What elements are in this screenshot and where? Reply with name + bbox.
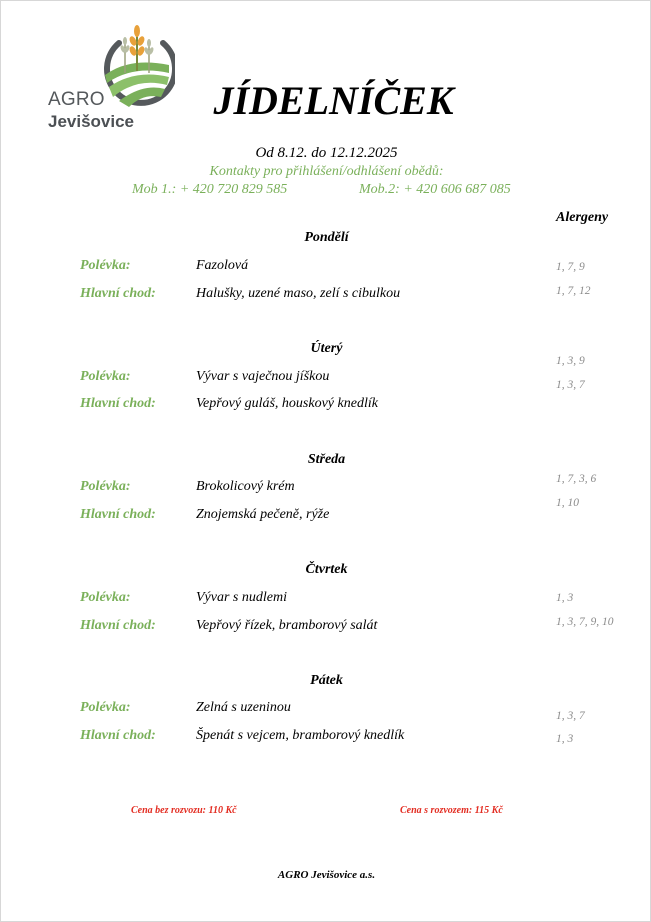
main-allergens: 1, 7, 12 <box>556 285 591 297</box>
soup-label: Polévka: <box>80 258 131 273</box>
soup-allergens: 1, 3 <box>556 592 574 604</box>
soup-allergens: 1, 3, 9 <box>556 355 585 367</box>
price-with-delivery: Cena s rozvozem: 115 Kč <box>400 805 503 816</box>
main-dish: Vepřový řízek, bramborový salát <box>196 618 378 633</box>
day-heading-tuesday: Úterý <box>310 341 343 356</box>
soup-label: Polévka: <box>80 590 131 605</box>
main-allergens: 1, 10 <box>556 497 579 509</box>
soup-dish: Brokolicový krém <box>196 479 295 494</box>
price-without-delivery: Cena bez rozvozu: 110 Kč <box>131 805 237 816</box>
soup-allergens: 1, 3, 7 <box>556 710 585 722</box>
logo-text-agro: AGRO <box>48 89 105 110</box>
phone-mob1: Mob 1.: + 420 720 829 585 <box>132 182 288 197</box>
soup-allergens: 1, 7, 9 <box>556 261 585 273</box>
soup-dish: Vývar s vaječnou jíškou <box>196 369 330 384</box>
main-label: Hlavní chod: <box>80 507 156 522</box>
contacts-label: Kontakty pro přihlášení/odhlášení obědů: <box>209 164 444 179</box>
soup-label: Polévka: <box>80 700 131 715</box>
footer-company: AGRO Jevišovice a.s. <box>277 869 376 881</box>
day-heading-monday: Pondělí <box>304 230 349 245</box>
main-allergens: 1, 3, 7 <box>556 379 585 391</box>
soup-dish: Zelná s uzeninou <box>196 700 291 715</box>
main-label: Hlavní chod: <box>80 728 156 743</box>
phone-mob2: Mob.2: + 420 606 687 085 <box>359 182 511 197</box>
main-label: Hlavní chod: <box>80 618 156 633</box>
main-label: Hlavní chod: <box>80 286 156 301</box>
soup-allergens: 1, 7, 3, 6 <box>556 473 597 485</box>
day-heading-friday: Pátek <box>310 673 343 688</box>
allergens-header: Alergeny <box>556 210 609 225</box>
logo-text-town: Jevišovice <box>48 112 135 131</box>
main-label: Hlavní chod: <box>80 396 156 411</box>
soup-label: Polévka: <box>80 369 131 384</box>
soup-label: Polévka: <box>80 479 131 494</box>
page-title: JÍDELNÍČEK <box>213 78 454 123</box>
main-dish: Halušky, uzené maso, zelí s cibulkou <box>196 286 401 301</box>
main-allergens: 1, 3, 7, 9, 10 <box>556 616 614 628</box>
soup-dish: Vývar s nudlemi <box>196 590 287 605</box>
soup-dish: Fazolová <box>196 258 249 273</box>
main-dish: Špenát s vejcem, bramborový knedlík <box>196 728 405 743</box>
main-dish: Znojemská pečeně, rýže <box>196 507 330 522</box>
main-allergens: 1, 3 <box>556 733 574 745</box>
day-heading-thursday: Čtvrtek <box>305 562 348 577</box>
day-heading-wednesday: Středa <box>307 452 346 467</box>
main-dish: Vepřový guláš, houskový knedlík <box>196 396 378 411</box>
date-range: Od 8.12. do 12.12.2025 <box>255 145 398 161</box>
